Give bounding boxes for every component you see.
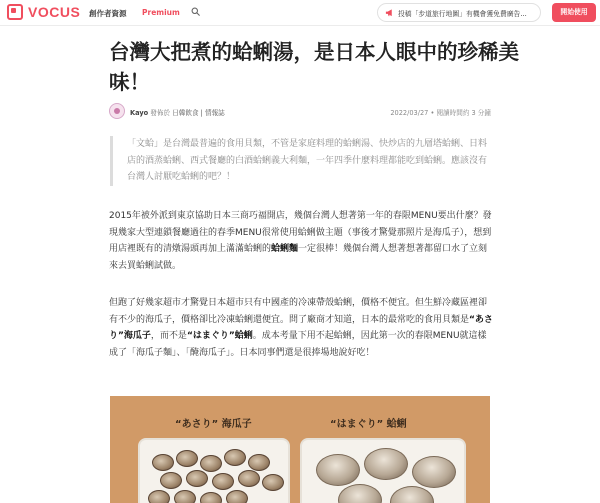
vocus-logo-text: VOCUS (28, 4, 81, 20)
asari-shell (186, 470, 208, 487)
author-line (130, 107, 225, 117)
start-using-button[interactable]: 開始使用 (552, 3, 596, 22)
nav-premium[interactable]: Premium (142, 8, 180, 17)
author-name[interactable]: Kayo (130, 109, 149, 117)
asari-tray (138, 438, 290, 503)
asari-shell (224, 449, 246, 466)
asari-shell (212, 473, 234, 490)
hamaguri-shell (412, 456, 456, 488)
p2-text-c: 。成本考量下用不起蛤蜊，因此第一次的春限MENU就這樣成了「海瓜子麵」、「醃海瓜子」。日本同事們還是很捧場地說好吃！ (109, 331, 487, 359)
megaphone-icon (385, 8, 394, 17)
body-paragraph-2 (109, 295, 493, 362)
asari-shell (262, 474, 284, 491)
p1-text-b: 一定很棒！幾個台灣人想著想著都留口水了立刻來去買蛤蜊試做。 (109, 244, 488, 272)
asari-shell (160, 472, 182, 489)
p2-bold-asari: “あさり”海瓜子 (109, 314, 493, 342)
p2-text-a: 但跑了好幾家超市才驚覺日本超市只有中國產的冷凍帶殼蛤蜊，價格不便宜。但生鮮冷藏區裡卻有不少的海瓜子，價格卻比冷凍蛤蜊還便宜。問了廠商才知道，日本的最常吃的食用貝類是 (109, 298, 488, 325)
p2-bold-hamaguri: “はまぐり”蛤蜊 (186, 331, 253, 342)
asari-shell (226, 490, 248, 503)
photo-label-hamaguri: “はまぐり” 蛤蜊 (330, 419, 407, 430)
photo-label-asari: “あさり” 海瓜子 (175, 419, 252, 430)
asari-shell (148, 490, 170, 503)
hamaguri-shell (390, 486, 434, 503)
article-meta (109, 101, 491, 121)
asari-shell (174, 490, 196, 503)
asari-shell (238, 470, 260, 487)
published-in-label: 發佈於 (150, 109, 171, 117)
p1-text-a: 2015年被外派到東京協助日本三商巧福開店，幾個台灣人想著第一年的春限MENU要出什麼？發現幾家大型連鎖餐廳過往的春季MENU很常使用蛤蜊做主題（事後才驚覺那照片是海瓜子），想到用店裡既有的清燉湯頭再加上滿滿蛤蜊的 (109, 211, 492, 255)
asari-shell (200, 455, 222, 472)
announcement-text: 投稿「步道旅行地圖」有機會獲免費廣告... (398, 9, 527, 18)
vocus-logo[interactable] (7, 4, 80, 20)
asari-shell (200, 492, 222, 503)
intro-quote-text: 「文蛤」是台灣最普遍的食用貝類，不管是家庭料理的蛤蜊湯、快炒店的九層塔蛤蜊、日料店的酒蒸蛤蜊、西式餐廳的白酒蛤蜊義大利麵，一年四季什麼料理都能吃到蛤蜊。應該沒有台灣人討厭吃蛤蜊的吧？！ (127, 139, 488, 183)
body-paragraph-1 (109, 208, 493, 275)
asari-shell (248, 454, 270, 471)
publish-date: 2022/03/27 (390, 109, 429, 117)
vocus-logo-icon (7, 4, 23, 20)
p1-bold: 蛤蜊麵 (271, 244, 299, 255)
top-navigation-bar (0, 0, 600, 26)
intro-quote (110, 136, 491, 186)
asari-shell (176, 450, 198, 467)
search-icon[interactable] (191, 7, 200, 16)
p2-text-b: ，而不是 (150, 331, 187, 342)
read-time: 閱讀時間約 3 分鐘 (436, 109, 491, 117)
asari-shell (152, 454, 174, 471)
hamaguri-shell (316, 454, 360, 486)
article-categories[interactable]: 日韓飲食 | 情報誌 (172, 109, 225, 117)
announcement-banner[interactable] (377, 3, 541, 22)
author-avatar[interactable] (109, 103, 125, 119)
hamaguri-shell (338, 484, 382, 503)
article-date-readtime (390, 107, 491, 117)
hamaguri-shell (364, 448, 408, 480)
article-title: 台灣大把煮的蛤蜊湯，是日本人眼中的珍稀美味！ (109, 40, 519, 94)
hamaguri-tray (300, 438, 466, 503)
clam-comparison-photo (110, 396, 490, 503)
meta-separator: • (430, 109, 435, 117)
nav-creator-resources[interactable]: 創作者資源 (89, 9, 127, 18)
